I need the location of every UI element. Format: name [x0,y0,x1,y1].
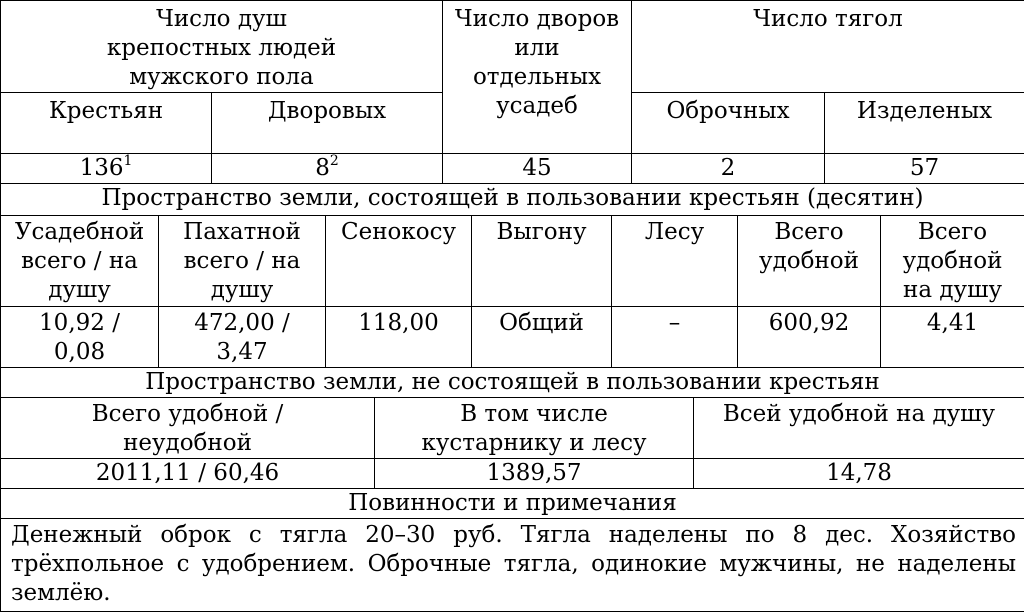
value-izdel: 57 [825,154,1024,184]
value-per-soul: 14,78 [694,459,1024,489]
value-peasants [1,154,212,184]
header-incl: В том числе кустарнику и лесу [375,398,694,459]
value-vsego: 600,92 [738,306,881,367]
header-les: Лесу [612,215,738,306]
header-pashn: Пахатной всего / на душу [159,215,326,306]
value-peasants-number: 136 [80,155,124,181]
land-not-in-use-table [0,368,1024,490]
header-souls: Число душ крепостных людей мужского пола [1,1,443,93]
header-vsego-dush: Всего удобной на душу [881,215,1024,306]
duties-notes-table [0,489,1024,612]
land-not-in-use-title: Пространство земли, не состоящей в пользовании крестьян [1,368,1024,398]
duties-notes-title: Повинности и примечания [1,489,1024,519]
value-vsego-dush: 4,41 [881,306,1024,367]
header-usadeb: Усадебной всего / на душу [1,215,159,306]
value-yards: 45 [443,154,632,184]
footnote-1: 1 [123,154,132,170]
souls-yards-table [0,0,1024,184]
value-vygon: Общий [472,306,612,367]
header-tyagla: Число тягол [632,1,1024,93]
header-vsego: Всего удобной [738,215,881,306]
value-servants [212,154,443,184]
header-obrok: Оброчных [632,93,825,154]
value-incl: 1389,57 [375,459,694,489]
header-yards: Число дворов или отдельных усадеб [443,1,632,154]
header-peasants: Крестьян [1,93,212,154]
duties-notes-text: Денежный оброк с тягла 20–30 руб. Тягла наделены по 8 дес. Хозяйство трёхпольное с удобрением. Оброчные тягла, одинокие мужчины, не наделены землёю. [1,519,1024,612]
value-total: 2011,11 / 60,46 [1,459,375,489]
header-senokos: Сенокосу [326,215,472,306]
value-obrok: 2 [632,154,825,184]
value-usadeb: 10,92 / 0,08 [1,306,159,367]
header-per-soul: Всей удобной на душу [694,398,1024,459]
header-servants: Дворовых [212,93,443,154]
footnote-2: 2 [330,154,339,170]
header-vygon: Выгону [472,215,612,306]
header-total: Всего удобной / неудобной [1,398,375,459]
value-senokos: 118,00 [326,306,472,367]
land-in-use-title: Пространство земли, состоящей в пользовании крестьян (десятин) [1,184,1024,215]
header-izdel: Изделеных [825,93,1024,154]
land-in-use-table [0,184,1024,368]
value-servants-number: 8 [315,155,330,181]
value-pashn: 472,00 / 3,47 [159,306,326,367]
value-les: – [612,306,738,367]
